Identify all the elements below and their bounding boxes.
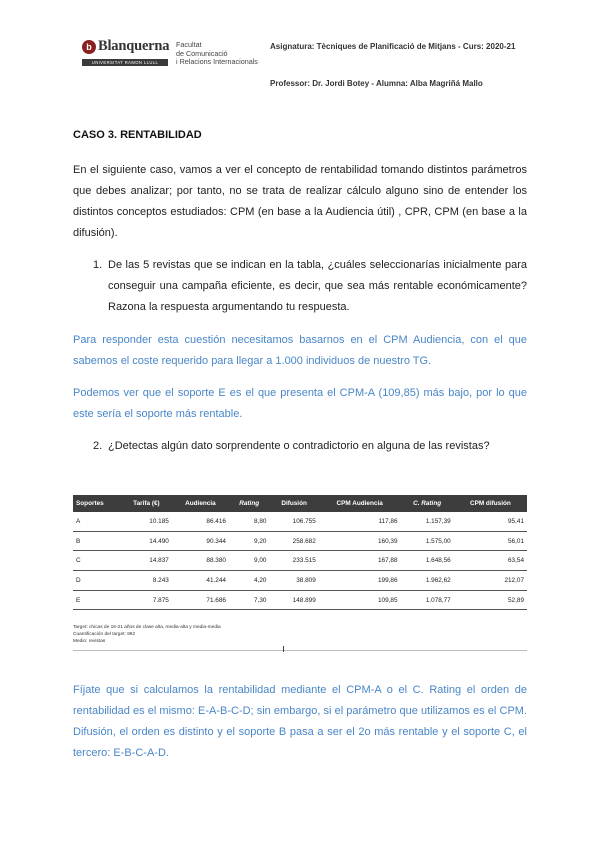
question-number: 1. (93, 259, 103, 271)
table-cell: 199,86 (319, 571, 401, 591)
table-cell: 95,41 (454, 512, 527, 531)
table-cell: E (73, 590, 121, 610)
column-header: C. Rating (401, 495, 454, 512)
table-baseline-tick (283, 646, 284, 652)
table-cell: 109,85 (319, 590, 401, 610)
column-header: CPM Audiencia (319, 495, 401, 512)
table-cell: A (73, 512, 121, 531)
question-text: ¿Detectas algún dato sorprendente o contradictorio en alguna de las revistas? (108, 440, 490, 452)
column-header: Audiencia (172, 495, 229, 512)
answer-1a: Para responder esta cuestión necesitamos basarnos en el CPM Audiencia, con el que sabemos el coste requerido para llegar a 1.000 individuos de nuestro TG. (73, 334, 527, 367)
answer-1b: Podemos ver que el soporte E es el que presenta el CPM-A (109,85) más bajo, por lo que este sería el soporte más rentable. (73, 387, 527, 420)
table-cell: 71.686 (172, 590, 229, 610)
table-cell: B (73, 531, 121, 551)
data-table (73, 495, 527, 610)
logo-mark-icon: b (82, 40, 96, 54)
header-professor: Professor: Dr. Jordi Botey - Alumna: Alba Magriñá Mallo (270, 79, 483, 88)
table-cell: 9,00 (229, 551, 269, 571)
faculty-name: Facultat de Comunicació i Relacions Internacionals (176, 40, 258, 66)
table-row (73, 531, 527, 551)
table-cell: 90.344 (172, 531, 229, 551)
table-cell: 106.755 (269, 512, 318, 531)
table-cell: 14.837 (121, 551, 172, 571)
table-baseline (73, 650, 527, 651)
question-2 (93, 436, 527, 457)
table-row (73, 571, 527, 591)
table-cell: 160,39 (319, 531, 401, 551)
table-cell: 63,54 (454, 551, 527, 571)
table-cell: 1.157,39 (401, 512, 454, 531)
table-cell: 88.380 (172, 551, 229, 571)
table-cell: 86.416 (172, 512, 229, 531)
question-number: 2. (93, 440, 103, 452)
column-header: CPM difusión (454, 495, 527, 512)
table-cell: 167,88 (319, 551, 401, 571)
table-notes (73, 624, 221, 645)
media-table (73, 495, 527, 655)
table-header-row (73, 495, 527, 512)
table-cell: C (73, 551, 121, 571)
table-cell: 41.244 (172, 571, 229, 591)
table-cell: 212,07 (454, 571, 527, 591)
page-title: CASO 3. RENTABILIDAD (73, 129, 202, 141)
logo-name: Blanquerna (98, 38, 170, 54)
table-note: Cuantificación del target: 982 (73, 632, 136, 637)
table-row (73, 590, 527, 610)
table-cell: 10.185 (121, 512, 172, 531)
table-cell: 56,01 (454, 531, 527, 551)
column-header: Rating (229, 495, 269, 512)
table-cell: 38.809 (269, 571, 318, 591)
question-1 (93, 255, 527, 318)
table-cell: 4,20 (229, 571, 269, 591)
column-header: Difusión (269, 495, 318, 512)
header-subject: Asignatura: Tècniques de Planificació de Mitjans - Curs: 2020-21 (270, 42, 516, 51)
column-header: Tarifa (€) (121, 495, 172, 512)
table-cell: 233.515 (269, 551, 318, 571)
answer-2: Fíjate que si calculamos la rentabilidad mediante el CPM-A o el C. Rating el orden de rentabilidad es el mismo: E-A-B-C-D; sin embargo, si el parámetro que utilizamos es el CPM. Difusión, el orden es distinto y el soporte B pasa a ser el 2o más rentable y el soporte C, el tercero: E-B-C-A-D. (73, 684, 527, 759)
table-cell: D (73, 571, 121, 591)
table-cell: 1.575,00 (401, 531, 454, 551)
table-cell: 9,20 (229, 531, 269, 551)
table-cell: 1.648,56 (401, 551, 454, 571)
table-cell: 7,30 (229, 590, 269, 610)
table-cell: 7.875 (121, 590, 172, 610)
intro-paragraph: En el siguiente caso, vamos a ver el concepto de rentabilidad tomando distintos parámetros que debes analizar; por tanto, no se trata de realizar cálculo alguno sino de entender los distintos conceptos estudiados: CPM (en base a la Audiencia útil) , CPR, CPM (en base a la difusión). (73, 164, 527, 239)
table-cell: 148.899 (269, 590, 318, 610)
table-cell: 1.962,62 (401, 571, 454, 591)
table-cell: 8.243 (121, 571, 172, 591)
blanquerna-logo (82, 38, 272, 70)
logo-university: UNIVERSITAT RAMON LLULL (82, 59, 168, 66)
column-header: Soportes (73, 495, 121, 512)
table-row (73, 512, 527, 531)
question-text: De las 5 revistas que se indican en la tabla, ¿cuáles seleccionarías inicialmente para conseguir una campaña eficiente, es decir, que sea más rentable económicamente? Razona la respuesta argumentando tu respuesta. (108, 259, 527, 313)
table-cell: 14.490 (121, 531, 172, 551)
table-cell: 8,80 (229, 512, 269, 531)
table-row (73, 551, 527, 571)
table-cell: 52,89 (454, 590, 527, 610)
table-note: Target: chicas de 16-21 años de clase alta, media-alta y media-media (73, 625, 221, 630)
table-cell: 117,86 (319, 512, 401, 531)
table-cell: 258.682 (269, 531, 318, 551)
table-note: Medio: revistas (73, 639, 106, 644)
table-cell: 1.078,77 (401, 590, 454, 610)
